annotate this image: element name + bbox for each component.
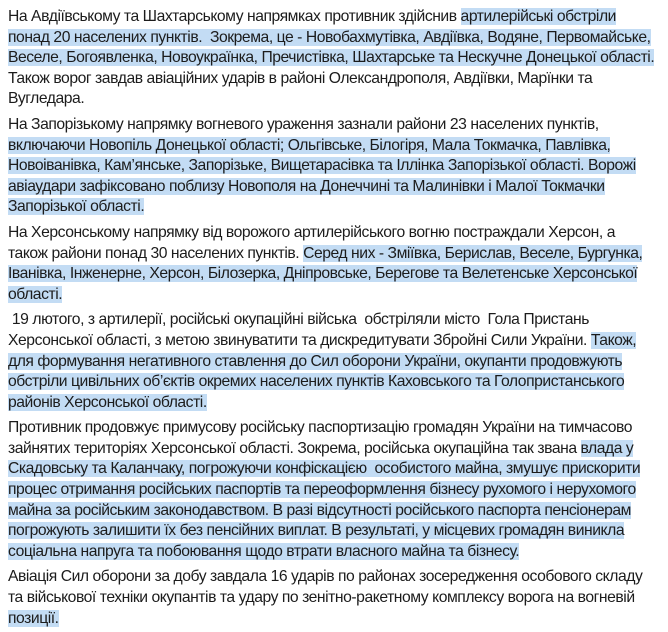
highlighted-text-segment: авіаудари зафіксовано поблизу Новополя на Донеччині та Малинівки і Малої Токмачки <box>8 177 605 195</box>
text-segment: Противник продовжує примусову російську паспортизацію громадян України на тимчасово <box>8 419 633 437</box>
highlighted-text-segment: погрожують залишити їх без пенсійних виплат. В результаті, у місцевих громадян виникла <box>8 522 625 540</box>
text-line <box>8 28 660 49</box>
text-line <box>8 285 660 306</box>
text-line <box>8 542 660 563</box>
text-line <box>8 310 660 331</box>
text-line <box>8 459 660 480</box>
text-segment: 19 лютого, з артилерії, російські окупаційні війська обстріляли місто Гола Пристань <box>8 311 589 329</box>
text-line <box>8 352 660 373</box>
text-segment: На Авдіївському та Шахтарському напрямках противник здійснив <box>8 8 461 25</box>
text-segment: Херсонської області, з метою звинуватити та дискредитувати Збройні Сили України. <box>8 331 591 349</box>
text-line <box>8 48 660 69</box>
paragraph <box>8 310 660 413</box>
text-line <box>8 244 660 265</box>
text-line <box>8 331 660 352</box>
highlighted-text-segment: обстріли цивільних об’єктів окремих населених пунктів Каховського та Голопристанського <box>8 373 625 391</box>
text-segment: зайнятих територіях Херсонської області. Зокрема, російська окупаційна так звана <box>8 439 581 457</box>
paragraph <box>8 7 660 110</box>
highlighted-text-segment: Скадовську та Каланчаку, погрожуючи конфіскацією особистого майна, змушує прискорити <box>8 460 641 478</box>
highlighted-text-segment: для формування негативного ставлення до Сил оборони України, окупанти продовжують <box>8 352 623 370</box>
highlighted-text-segment: процес отримання російських паспортів та переоформлення бізнесу рухомого і нерухомого <box>8 481 636 499</box>
text-line <box>8 89 660 110</box>
text-line <box>8 439 660 460</box>
paragraph <box>8 223 660 305</box>
highlighted-text-segment: районів Херсонської області. <box>8 393 207 411</box>
text-line <box>8 588 660 609</box>
text-line <box>8 115 660 136</box>
text-line <box>8 418 660 439</box>
highlighted-text-segment: Запорізької області. <box>8 198 145 216</box>
text-segment: Також ворог завдав авіаційних ударів в районі Олександрополя, Авдіївки, Марїнки та <box>8 69 593 87</box>
text-line <box>8 372 660 393</box>
highlighted-text-segment: Серед них - Зміївка, Берислав, Веселе, Бургунка, <box>303 244 643 262</box>
text-line <box>8 223 660 244</box>
paragraph <box>8 567 660 629</box>
text-line <box>8 609 660 630</box>
text-segment: та військової техніки окупантів та удару по зенітно-ракетному комплексу ворога на вогневій <box>8 589 635 607</box>
highlighted-text-segment: артилерійські обстріли <box>460 8 616 25</box>
text-segment: На Херсонському напрямку від ворожого артилерійського вогню постраждали Херсон, а <box>8 223 615 241</box>
highlighted-text-segment: влада у <box>580 439 634 457</box>
text-line <box>8 567 660 588</box>
text-line <box>8 480 660 501</box>
text-segment: Авіація Сил оборони за добу завдала 16 ударів по районах зосередження особового складу <box>8 568 643 586</box>
paragraph <box>8 115 660 218</box>
highlighted-text-segment: позиції. <box>8 609 59 627</box>
highlighted-text-segment: понад 20 населених пунктів. Зокрема, це - Новобахмутівка, Авдіївка, Водяне, Первомайське, <box>8 28 651 46</box>
text-segment: також райони понад 30 населених пунктів. <box>8 244 304 262</box>
text-line <box>8 7 660 28</box>
text-line <box>8 521 660 542</box>
highlighted-text-segment: Іванівка, Інженерне, Херсон, Білозерка, Дніпровське, Берегове та Велетенське Херсонської <box>8 265 638 283</box>
highlighted-text-segment: соціальна напруга та побоювання щодо втрати власного майна та бізнесу. <box>8 542 520 560</box>
text-line <box>8 156 660 177</box>
highlighted-text-segment: Також, <box>590 331 637 349</box>
paragraph <box>8 418 660 562</box>
highlighted-text-segment: Веселе, Богоявленка, Новоукраїнка, Пречистівка, Шахтарське та Нескучне Донецької області. <box>8 49 655 67</box>
text-line <box>8 197 660 218</box>
text-segment: Вугледара. <box>8 90 85 108</box>
text-line <box>8 136 660 157</box>
highlighted-text-segment: майна за російським законодавством. В разі відсутності російського паспорта пенсіонерам <box>8 501 631 519</box>
highlighted-text-segment: області. <box>8 285 63 303</box>
text-line <box>8 177 660 198</box>
text-segment: На Запорізькому напрямку вогневого ураження зазнали райони 23 населених пунктів, <box>8 115 599 133</box>
highlighted-text-segment: Новоіванівка, Кам’янське, Запорізьке, Вищетарасівка та Іллінка Запорізької області. Ворожі <box>8 157 636 175</box>
text-line <box>8 69 660 90</box>
text-line <box>8 264 660 285</box>
text-line <box>8 393 660 414</box>
highlighted-text-segment: включаючи Новопіль Донецької області; Ольгівське, Білогіря, Мала Токмачка, Павлівка, <box>8 136 611 154</box>
text-line <box>8 501 660 522</box>
